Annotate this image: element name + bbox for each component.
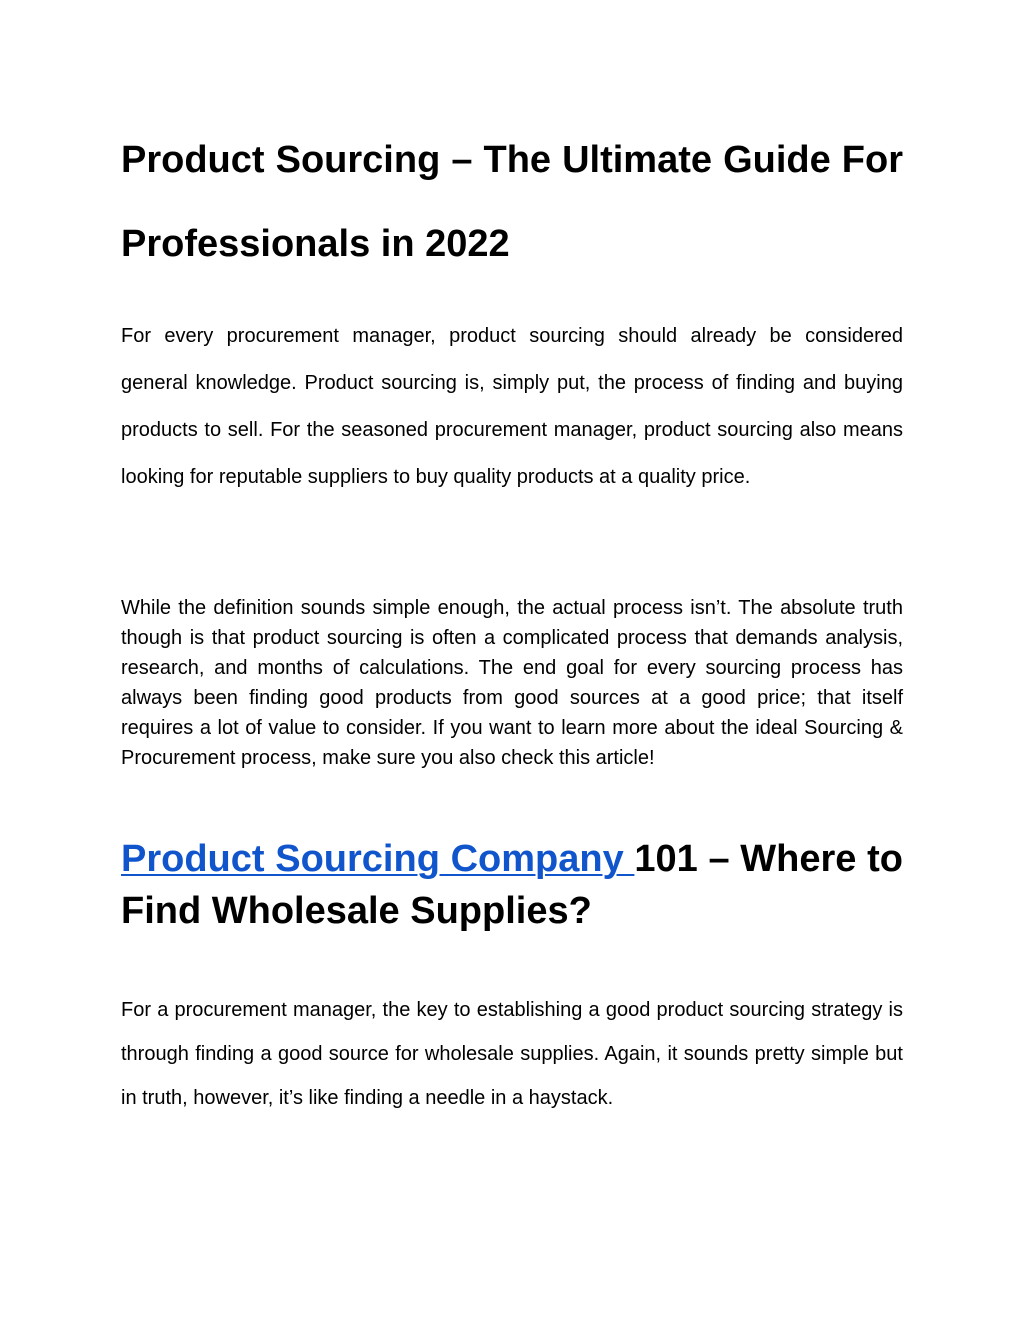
definition-paragraph: While the definition sounds simple enough, the actual process isn’t. The absolute truth though is that product sourcing is often a complicated process that demands analysis, research, and months of calculations. The end goal for every sourcing process has always been finding good products from good sources at a good price; that itself requires a lot of value to consider. If you want to learn more about the ideal Sourcing & Procurement process, make sure you also check this article! <box>121 597 903 769</box>
document-title: Product Sourcing – The Ultimate Guide For Professionals in 2022 <box>121 139 903 265</box>
wholesale-paragraph: For a procurement manager, the key to establishing a good product sourcing strategy is through finding a good source for wholesale supplies. Again, it sounds pretty simple but in truth, however, it’s like finding a needle in a haystack. <box>121 999 903 1109</box>
product-sourcing-company-link[interactable]: Product Sourcing Company <box>121 838 635 880</box>
section-heading <box>121 833 903 937</box>
intro-paragraph: For every procurement manager, product sourcing should already be considered general knowledge. Product sourcing is, simply put, the process of finding and buying products to sell. For the seasoned procurement manager, product sourcing also means looking for reputable suppliers to buy quality products at a quality price. <box>121 325 903 488</box>
section-heading-rest: 101 – Where to Find Wholesale Supplies? <box>121 838 903 932</box>
